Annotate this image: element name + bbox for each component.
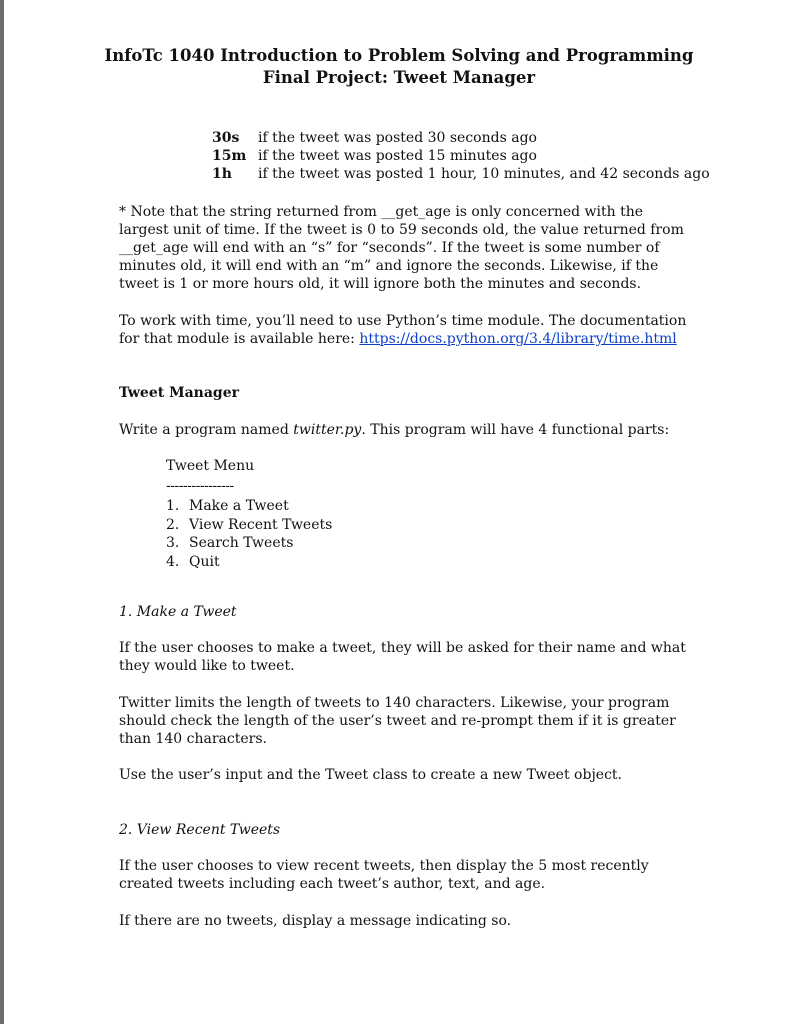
menu-item-label: Make a Tweet [189, 498, 289, 514]
age-description: if the tweet was posted 1 hour, 10 minutes, and 42 seconds ago [258, 166, 710, 182]
make-tweet-paragraph-2: Twitter limits the length of tweets to 140 characters. Likewise, your program should check the length of the user’s tweet and re-prompt them if it is greater than 140 characters. [119, 695, 676, 747]
tweet-manager-heading: Tweet Manager [119, 385, 239, 401]
menu-item-label: View Recent Tweets [189, 516, 333, 533]
age-example-row [212, 165, 710, 183]
view-recent-paragraph-2: If there are no tweets, display a message indicating so. [119, 913, 512, 929]
age-code: 1h [212, 166, 232, 182]
title-line-2: Final Project: Tweet Manager [262, 68, 536, 87]
document-page [4, 0, 794, 1024]
view-recent-heading: 2. View Recent Tweets [119, 822, 281, 838]
menu-item-make-tweet [166, 497, 466, 516]
tweet-menu-example [166, 457, 466, 571]
intro-prefix: Write a program named [119, 422, 294, 438]
menu-item-number: 3. [166, 535, 180, 551]
menu-item-number: 1. [166, 498, 180, 514]
title-line-1: InfoTc 1040 Introduction to Problem Solving and Programming [104, 46, 694, 65]
python-time-docs-link[interactable]: https://docs.python.org/3.4/library/time.html [359, 331, 677, 347]
document-title [4, 45, 794, 89]
time-module-text: To work with time, you’ll need to use Python’s time module. The documentation for that module is available here: [119, 313, 687, 347]
age-code: 15m [212, 148, 247, 164]
make-tweet-paragraph-3: Use the user’s input and the Tweet class to create a new Tweet object. [119, 767, 622, 783]
age-example-row [212, 129, 710, 147]
menu-item-quit [166, 553, 466, 572]
menu-item-number: 4. [166, 553, 180, 570]
program-filename: twitter.py [293, 422, 362, 438]
age-description: if the tweet was posted 30 seconds ago [258, 130, 537, 146]
age-examples-table [212, 129, 710, 183]
age-code: 30s [212, 130, 240, 146]
view-recent-paragraph-1: If the user chooses to view recent tweets, then display the 5 most recently created tweets including each tweet’s author, text, and age. [119, 858, 649, 892]
menu-list [166, 497, 466, 571]
make-tweet-heading: 1. Make a Tweet [119, 604, 237, 620]
menu-item-search [166, 534, 466, 553]
note-paragraph: * Note that the string returned from __get_age is only concerned with the largest unit of time. If the tweet is 0 to 59 seconds old, the value returned from __get_age will end with an “s” for “seconds”. If the tweet is some number of minutes old, it will end with an “m” and ignore the seconds. Likewise, if the tweet is 1 or more hours old, it will ignore both the minutes and seconds. [119, 204, 684, 292]
menu-title: Tweet Menu [166, 458, 255, 474]
age-example-row [212, 147, 710, 165]
time-module-paragraph [119, 312, 689, 348]
menu-item-label: Quit [189, 553, 220, 570]
menu-item-view-recent [166, 516, 466, 535]
menu-rule: ---------------- [166, 478, 234, 494]
menu-item-label: Search Tweets [189, 535, 294, 551]
age-description: if the tweet was posted 15 minutes ago [258, 148, 537, 164]
intro-suffix: . This program will have 4 functional parts: [361, 422, 670, 438]
make-tweet-paragraph-1: If the user chooses to make a tweet, they will be asked for their name and what they would like to tweet. [119, 640, 686, 674]
program-intro-paragraph [119, 421, 689, 439]
menu-item-number: 2. [166, 516, 180, 533]
